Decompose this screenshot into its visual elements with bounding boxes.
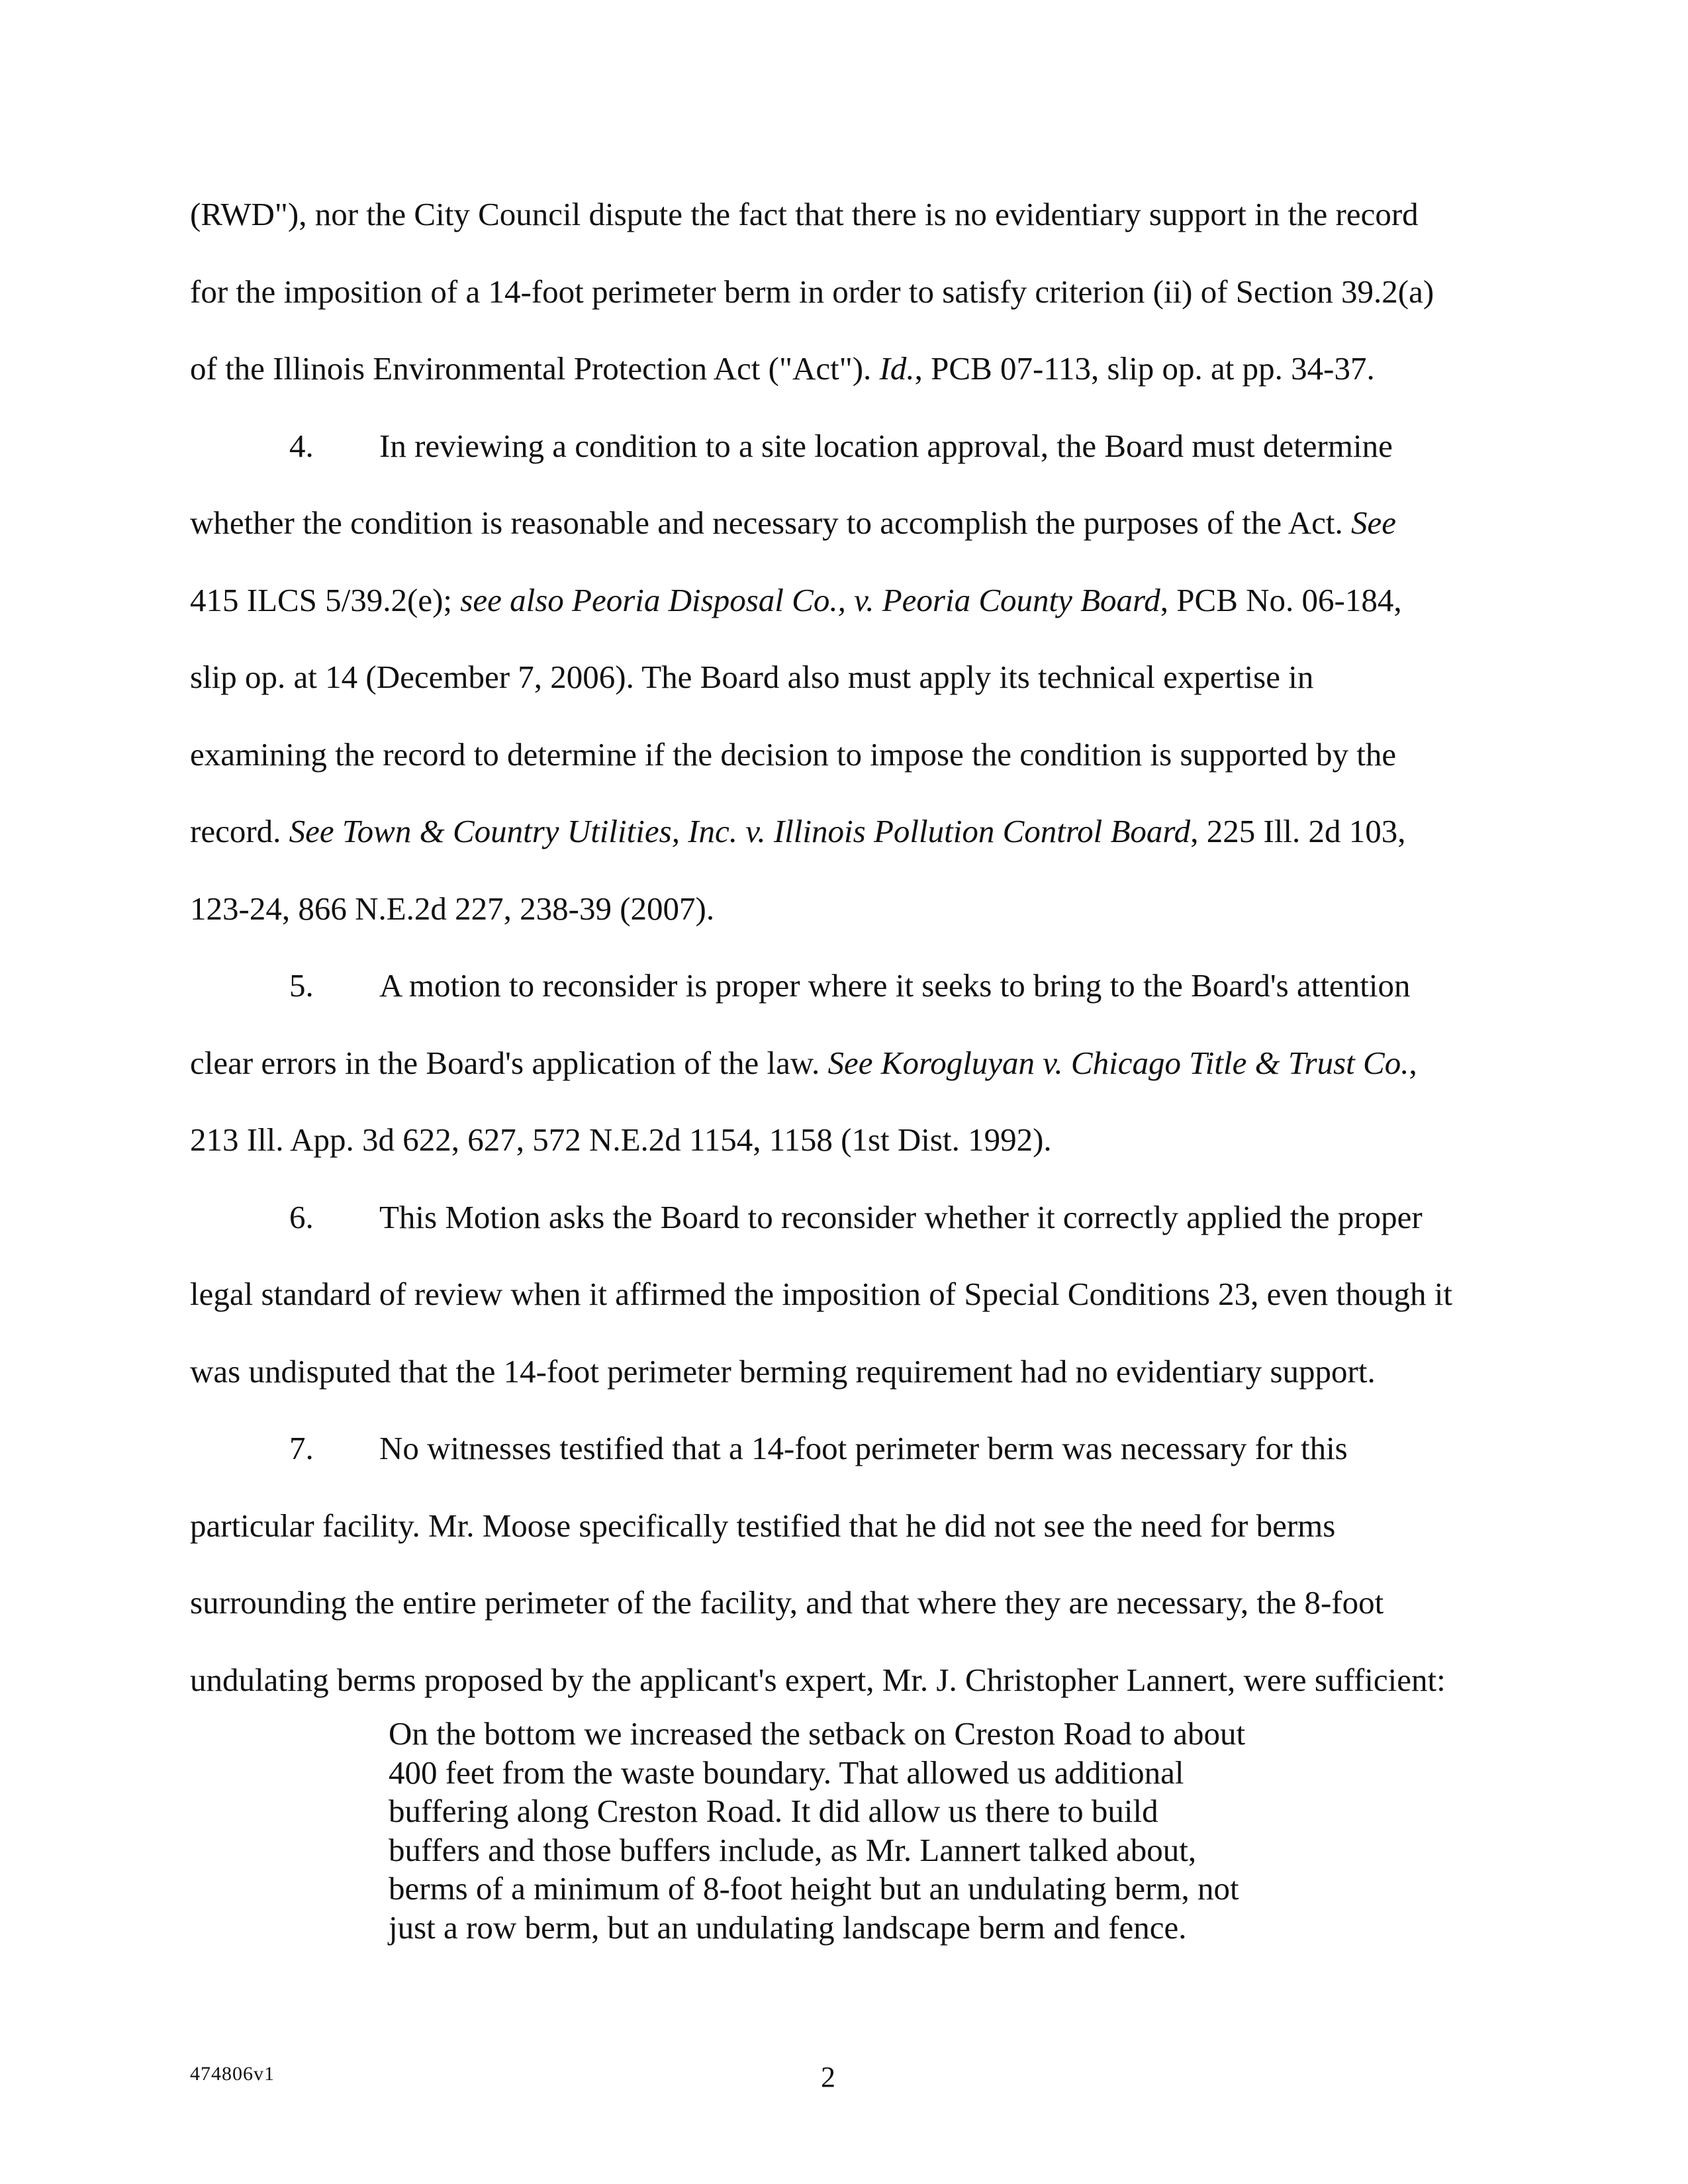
continuation-paragraph (190, 176, 1487, 408)
citation-italic: See Korogluyan v. Chicago Title & Trust Co. (827, 1044, 1409, 1081)
text-line: (RWD"), nor the City Council dispute the fact that there is no evidentiary support in the record (190, 196, 1419, 232)
quote-line: buffering along Creston Road. It did allow us there to build (389, 1793, 1158, 1829)
paragraph-number: 7. (289, 1430, 314, 1466)
text-span: whether the condition is reasonable and necessary to accomplish the purposes of the Act. (190, 504, 1351, 541)
text-span: This Motion asks the Board to reconsider whether it correctly applied the proper (379, 1198, 1423, 1235)
text-line: particular facility. Mr. Moose specifically testified that he did not see the need for berms (190, 1507, 1336, 1544)
citation-italic: see also Peoria Disposal Co., v. Peoria County Board (460, 581, 1160, 618)
paragraph-number: 5. (289, 967, 314, 1004)
text-span: 415 ILCS 5/39.2(e); (190, 581, 461, 618)
text-line (190, 947, 1487, 1025)
text-span: , (1409, 1044, 1417, 1081)
paragraph-7 (190, 1410, 1487, 1719)
text-line (190, 330, 1487, 408)
quote-line: just a row berm, but an undulating landscape berm and fence. (389, 1909, 1187, 1946)
quote-line: berms of a minimum of 8-foot height but an undulating berm, not (389, 1870, 1239, 1907)
text-line: for the imposition of a 14-foot perimeter berm in order to satisfy criterion (ii) of Section 39.2(a) (190, 273, 1434, 310)
paragraph-number: 4. (289, 427, 314, 464)
text-line: legal standard of review when it affirmed the imposition of Special Conditions 23, even though it (190, 1276, 1452, 1312)
text-line (190, 485, 1487, 562)
document-id: 474806v1 (190, 2063, 275, 2085)
text-line (190, 408, 1487, 485)
text-line (190, 1179, 1487, 1257)
text-span: record. (190, 813, 289, 849)
text-span: of the Illinois Environmental Protection Act ("Act"). (190, 350, 880, 387)
text-line: was undisputed that the 14-foot perimeter berming requirement had no evidentiary support. (190, 1353, 1376, 1390)
text-line (190, 1410, 1487, 1488)
text-span: , PCB No. 06-184, (1160, 581, 1402, 618)
text-line: surrounding the entire perimeter of the facility, and that where they are necessary, the 8-foot (190, 1584, 1384, 1621)
page-number: 2 (821, 2061, 835, 2093)
citation-italic: See Town & Country Utilities, Inc. v. Illinois Pollution Control Board (289, 813, 1191, 849)
text-line (190, 562, 1487, 640)
text-line: 123-24, 866 N.E.2d 227, 238-39 (2007). (190, 890, 715, 927)
text-span: In reviewing a condition to a site location approval, the Board must determine (379, 427, 1393, 464)
citation-italic: See (1350, 504, 1396, 541)
paragraph-4 (190, 408, 1487, 948)
text-line (190, 793, 1487, 871)
quote-line: 400 feet from the waste boundary. That allowed us additional (389, 1754, 1184, 1791)
quote-line: buffers and those buffers include, as Mr. Lannert talked about, (389, 1831, 1197, 1868)
text-line: 213 Ill. App. 3d 622, 627, 572 N.E.2d 1154, 1158 (1st Dist. 1992). (190, 1121, 1052, 1158)
text-span: clear errors in the Board's application of the law. (190, 1044, 828, 1081)
text-line: slip op. at 14 (December 7, 2006). The Board also must apply its technical expertise in (190, 659, 1314, 695)
text-line (190, 1025, 1487, 1102)
text-line: examining the record to determine if the decision to impose the condition is supported by the (190, 736, 1397, 773)
text-line: undulating berms proposed by the applicant's expert, Mr. J. Christopher Lannert, were sufficient: (190, 1661, 1446, 1698)
document-body (190, 176, 1487, 1719)
paragraph-5 (190, 947, 1487, 1179)
block-quote (389, 1715, 1335, 1947)
paragraph-number: 6. (289, 1198, 314, 1235)
citation-italic: Id. (879, 350, 915, 387)
text-span: , PCB 07-113, slip op. at pp. 34-37. (914, 350, 1375, 387)
text-span: , 225 Ill. 2d 103, (1190, 813, 1406, 849)
paragraph-6 (190, 1179, 1487, 1411)
quote-line: On the bottom we increased the setback on Creston Road to about (389, 1715, 1246, 1752)
text-span: A motion to reconsider is proper where it seeks to bring to the Board's attention (379, 967, 1411, 1004)
text-span: No witnesses testified that a 14-foot perimeter berm was necessary for this (379, 1430, 1348, 1466)
